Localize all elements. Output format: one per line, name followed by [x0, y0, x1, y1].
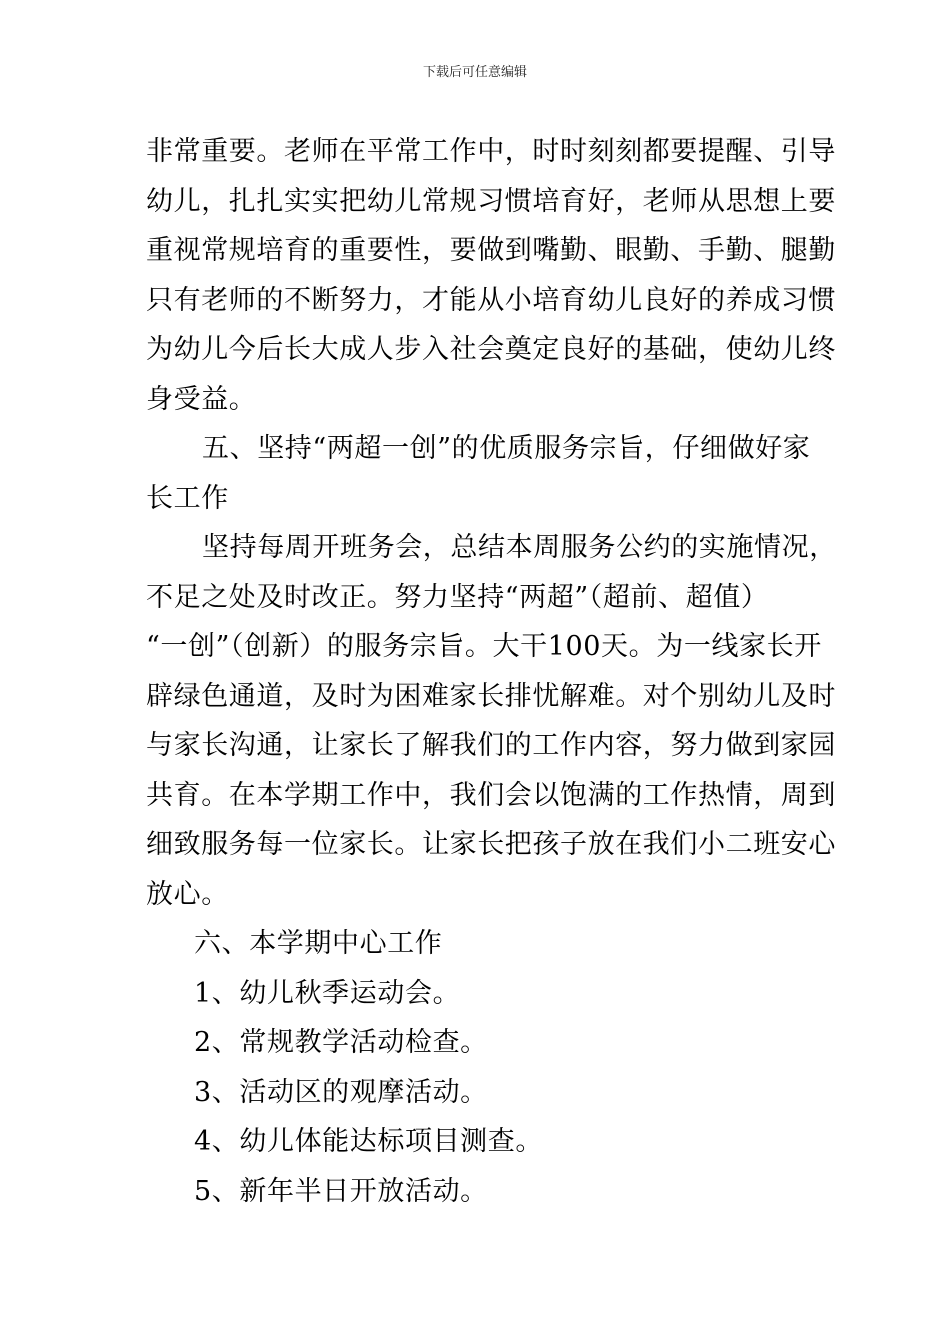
text-line: 非常重要。老师在平常工作中，时时刻刻都要提醒、引导	[146, 136, 836, 167]
section-heading-6: 六、本学期中心工作	[194, 928, 443, 959]
text-line: 幼儿，扎扎实实把幼儿常规习惯培育好，老师从思想上要	[146, 185, 836, 217]
list-item: 3、活动区的观摩活动。	[194, 1076, 488, 1108]
text-line: “一创”（创新）的服务宗旨。大干100天。为一线家长开	[146, 631, 822, 662]
text-line: 只有老师的不断努力，才能从小培育幼儿良好的养成习惯	[146, 284, 836, 316]
list-item: 2、常规教学活动检查。	[194, 1027, 488, 1058]
text-line: 共育。在本学期工作中，我们会以饱满的工作热情，周到	[146, 779, 836, 811]
page-header-note: 下载后可任意编辑	[422, 65, 527, 80]
text-line: 身受益。	[146, 383, 257, 415]
text-line: 重视常规培育的重要性，要做到嘴勤、眼勤、手勤、腿勤	[146, 235, 836, 266]
section-heading-5: 五、坚持“两超一创”的优质服务宗旨，仔细做好家	[202, 433, 811, 464]
text-line: 不足之处及时改正。努力坚持“两超”（超前、超值）	[146, 581, 769, 613]
list-item: 4、幼儿体能达标项目测查。	[194, 1126, 543, 1157]
text-line: 放心。	[146, 878, 229, 910]
text-line: 与家长沟通，让家长了解我们的工作内容，努力做到家园	[146, 730, 836, 761]
list-item: 1、幼儿秋季运动会。	[194, 977, 461, 1009]
text-line: 细致服务每一位家长。让家长把孩子放在我们小二班安心	[146, 829, 836, 860]
text-line: 辟绿色通道，及时为困难家长排忧解难。对个别幼儿及时	[146, 680, 836, 712]
list-item: 5、新年半日开放活动。	[194, 1175, 488, 1207]
document-body	[146, 127, 837, 1216]
text-line: 坚持每周开班务会，总结本周服务公约的实施情况，	[202, 532, 837, 563]
text-line: 为幼儿今后长大成人步入社会奠定良好的基础，使幼儿终	[146, 334, 836, 365]
section-heading-5-cont: 长工作	[146, 482, 229, 514]
